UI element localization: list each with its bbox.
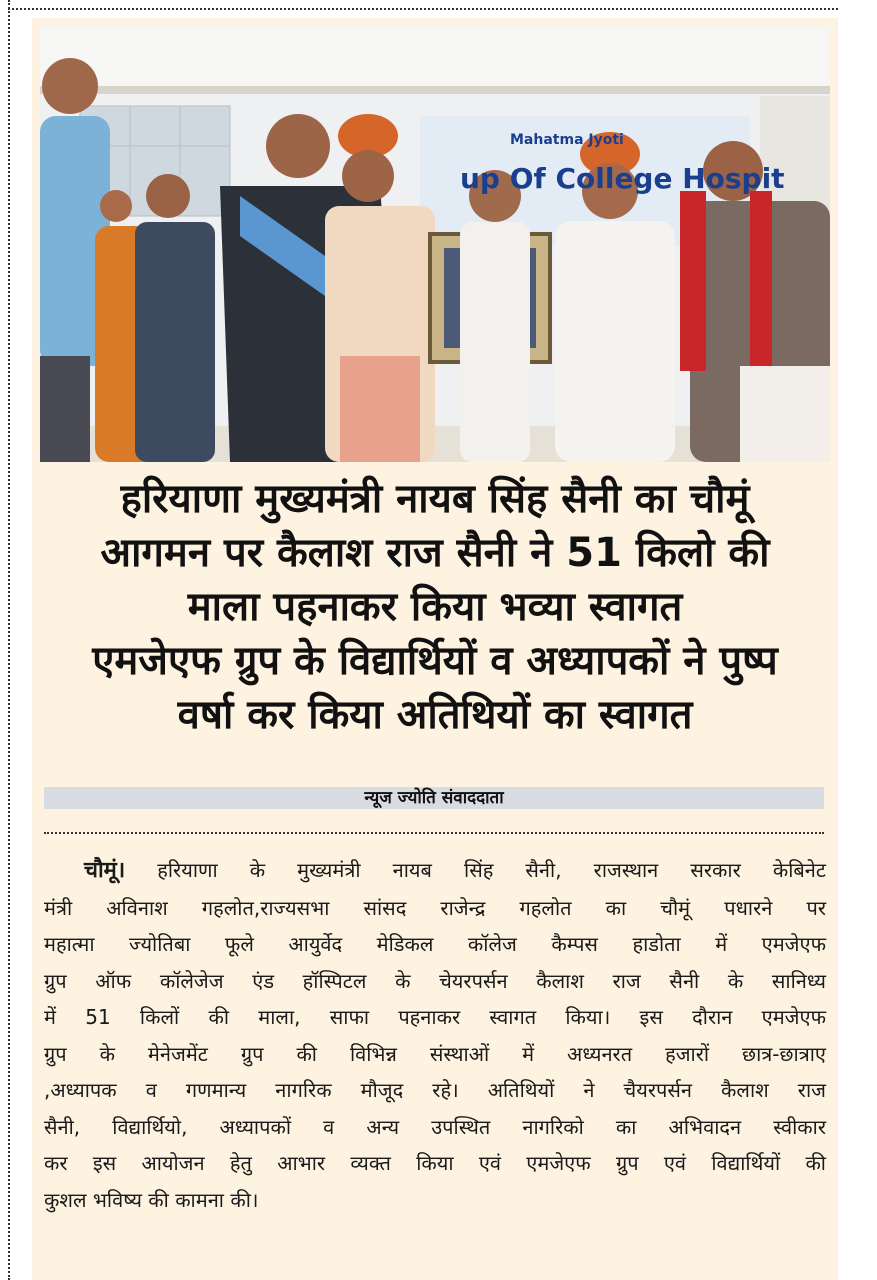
headline-line-1: हरियाणा मुख्यमंत्री नायब सिंह सैनी का चौमूं (120, 476, 750, 522)
article-line-4: ग्रुप ऑफ कॉलेजेज एंड हॉस्पिटल के चेयरपर्सन कैलाश राज सैनी के सानिध्य (44, 968, 826, 993)
headline-line-2: आगमन पर कैलाश राज सैनी ने 51 किलो की (100, 530, 770, 576)
article-line-5: में 51 किलों की माला, साफा पहनाकर स्वागत किया। इस दौरान एमजेएफ (44, 1005, 826, 1029)
article-line-9: कर इस आयोजन हेतु आभार व्यक्त किया एवं एमजेएफ ग्रुप एवं विद्यार्थियों की (44, 1151, 826, 1175)
banner-sign-text: up Of College Hospit (460, 162, 785, 195)
headline-line-3: माला पहनाकर किया भव्या स्वागत (187, 584, 683, 630)
article-line-1 (44, 852, 826, 890)
headline-line-5: वर्षा कर किया अतिथियों का स्वागत (177, 692, 693, 738)
article-line-10: कुशल भविष्य की कामना की। (44, 1187, 259, 1212)
article-line-2: मंत्री अविनाश गहलोत,राज्यसभा सांसद राजेन्द्र गहलोत का चौमूं पधारने पर (44, 895, 826, 920)
banner-sign-top: Mahatma Jyoti (510, 132, 624, 148)
article-line-8: सैनी, विद्यार्थियो, अध्यापकों व अन्य उपस्थित नागरिको का अभिवादन स्वीकार (44, 1114, 826, 1139)
page-dotted-border-top (8, 8, 838, 10)
article-dateline: चौमूं। (84, 858, 126, 883)
dotted-separator (44, 832, 824, 834)
article-line-7: ,अध्यापक व गणमान्य नागरिक मौजूद रहे। अतिथियों ने चैयरपर्सन कैलाश राज (44, 1078, 826, 1102)
photo-illustration (40, 26, 830, 462)
article-line-1-text: हरियाणा के मुख्यमंत्री नायब सिंह सैनी, राजस्थान सरकार केबिनेट (125, 858, 826, 882)
article-line-6: ग्रुप के मेनेजमेंट ग्रुप की विभिन्न संस्थाओं में अध्यनरत हजारों छात्र-छात्राए (44, 1041, 826, 1066)
article-line-3: महात्मा ज्योतिबा फूले आयुर्वेद मेडिकल कॉलेज कैम्पस हाडोता में एमजेएफ (44, 932, 826, 956)
news-photo (40, 26, 830, 462)
headline-line-4: एमजेएफ ग्रुप के विद्यार्थियों व अध्यापकों ने पुष्प (92, 638, 778, 684)
headline (40, 472, 830, 742)
page-dotted-border-left (8, 0, 10, 1280)
article-body (44, 852, 826, 1218)
byline: न्यूज ज्योति संवाददाता (364, 788, 504, 808)
